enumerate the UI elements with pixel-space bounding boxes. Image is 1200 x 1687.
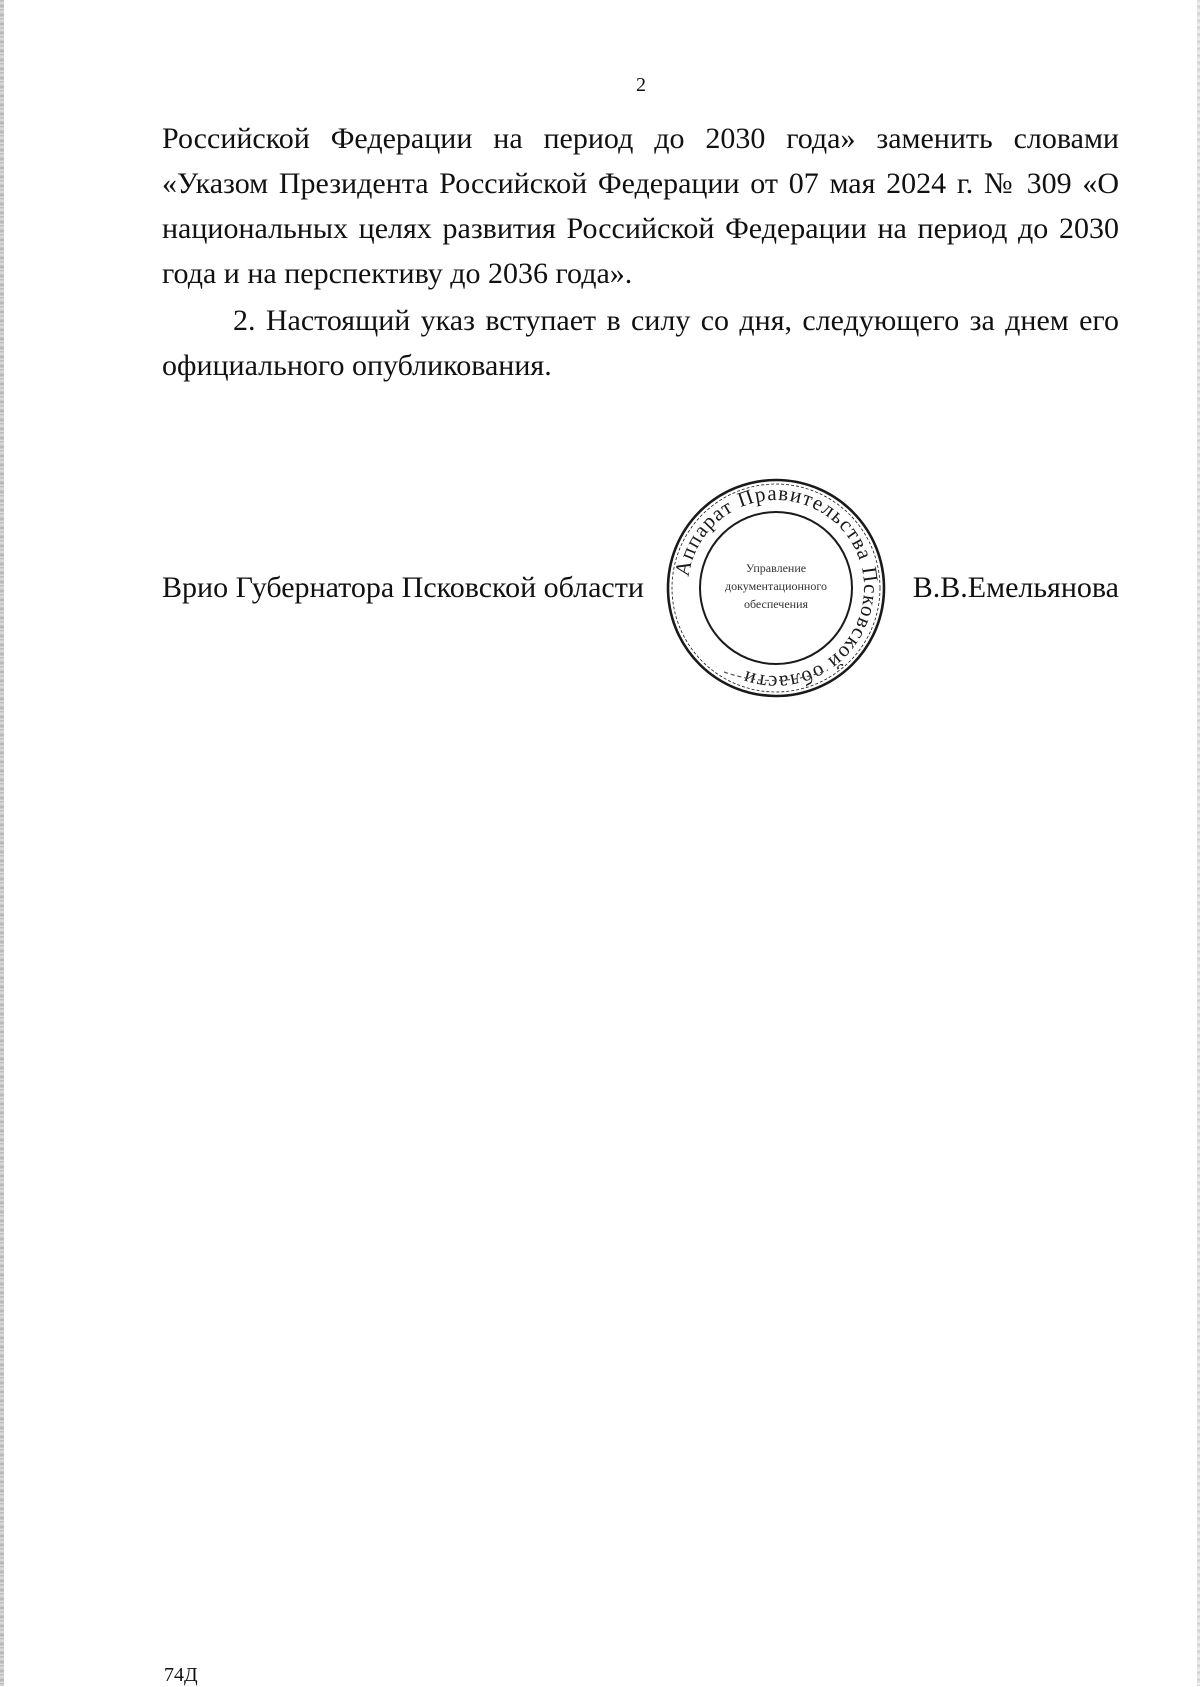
stamp-center-line-3: обеспечения bbox=[743, 597, 809, 611]
signatory-title: Врио Губернатора Псковской области bbox=[162, 571, 644, 604]
scan-edge-left bbox=[0, 0, 4, 1686]
page-number: 2 bbox=[636, 74, 646, 96]
signatory-name: В.В.Емельянова bbox=[912, 571, 1119, 604]
official-seal-stamp bbox=[664, 476, 888, 700]
paragraph-amendment: Российской Федерации на период до 2030 года» заменить словами «Указом Президента Российской Федерации от 07 мая 2024 г. № 309 «О национальных целях развития Российской Федерации на период до 2030 года и на перспективу до 2036 года». bbox=[162, 122, 1119, 290]
document-body bbox=[162, 116, 1119, 388]
footer-document-code: 74Д bbox=[164, 1664, 198, 1686]
stamp-ring-text: Аппарат Правительства Псковской области bbox=[669, 480, 884, 696]
stamp-center-line-2: документационного bbox=[725, 579, 827, 593]
signature-block bbox=[162, 568, 1119, 608]
paragraph-effective-date: 2. Настоящий указ вступает в силу со дня, следующего за днем его официального опубликования. bbox=[162, 304, 1119, 382]
stamp-center-line-1: Управление bbox=[745, 561, 807, 575]
